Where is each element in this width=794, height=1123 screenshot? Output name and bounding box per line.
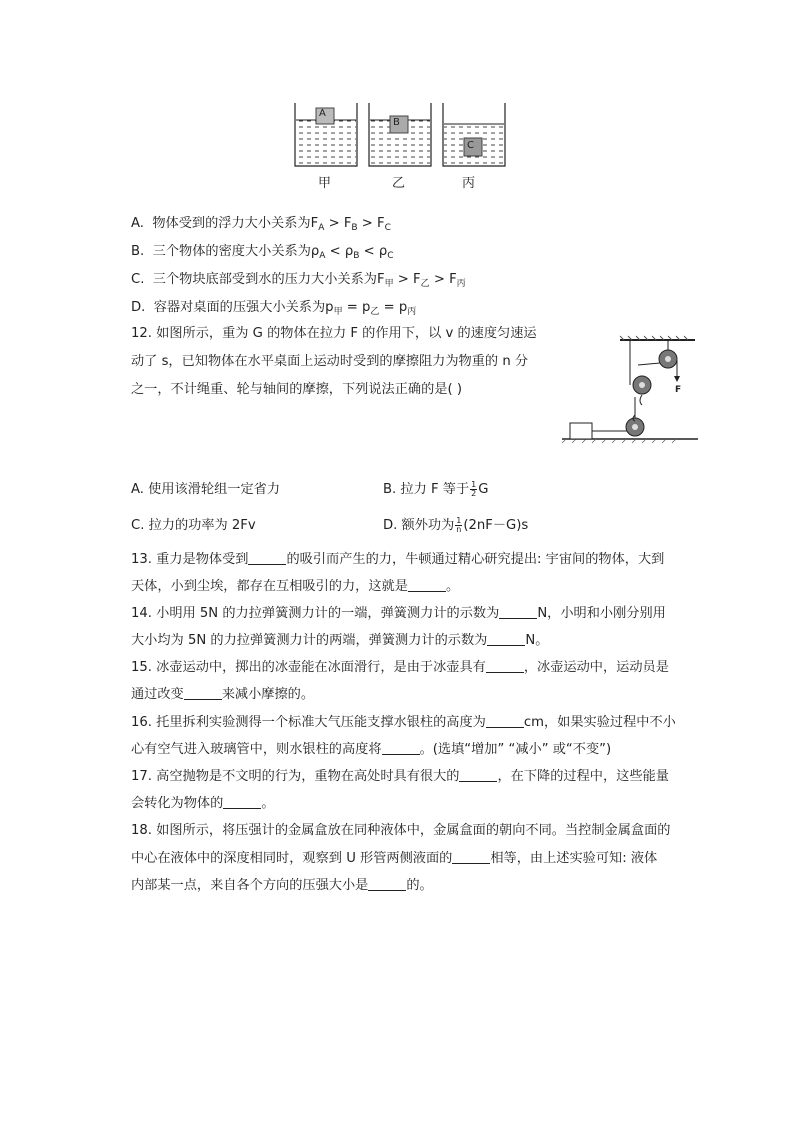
pulley-force-label: F [675, 385, 682, 395]
answer-blank [223, 794, 261, 809]
q12-line-2: 动了 s，已知物体在水平桌面上运动时受到的摩擦阻力为物重的 n 分 [131, 354, 529, 369]
answer-blank [452, 849, 490, 864]
fraction-one-over-n: $\frac{1}{n}$ [456, 515, 462, 534]
q16-line-2: 心有空气进入玻璃管中，则水银柱的高度将 。(选填“增加” “减小” 或“不变”) [131, 742, 612, 757]
block-a-label: A [319, 108, 326, 119]
caption-jia: 甲 [318, 176, 332, 191]
q11-option-d: D. 容器对桌面的压强大小关系为$p_甲 = p_乙 = p_丙$ [131, 300, 417, 317]
q14-line-1: 14. 小明用 5N 的力拉弹簧测力计的一端，弹簧测力计的示数为 N，小明和小刚分别用 [131, 606, 666, 621]
q12-option-c: C. 拉力的功率为 2Fv [131, 518, 256, 533]
answer-blank [184, 685, 222, 700]
beaker-bing [443, 103, 505, 166]
q13-line-2: 天体，小到尘埃，都存在互相吸引的力，这就是 。 [131, 579, 460, 594]
block-b-label: B [393, 117, 400, 128]
answer-blank [368, 876, 406, 891]
q12-line-1: 12. 如图所示，重为 G 的物体在拉力 F 的作用下，以 v 的速度匀速运 [131, 326, 537, 341]
answer-blank [499, 604, 537, 619]
q18-line-1: 18. 如图所示，将压强计的金属盒放在同种液体中，金属盒面的朝向不同。当控制金属盒面的 [131, 823, 671, 838]
q12-option-b: B. 拉力 F 等于 $\frac{1}{2}$ G [383, 479, 489, 498]
q16-line-1: 16. 托里拆利实验测得一个标准大气压能支撑水银柱的高度为 cm，如果实验过程中不小 [131, 715, 676, 730]
answer-blank [382, 740, 420, 755]
caption-yi: 乙 [392, 176, 406, 191]
q11-option-b: B. 三个物体的密度大小关系为$\rho_A < \rho_B < \rho_C$ [131, 244, 394, 261]
fraction-one-half: $\frac{1}{2}$ [471, 479, 477, 498]
q17-line-1: 17. 高空抛物是不文明的行为，重物在高处时具有很大的 ，在下降的过程中，这些能量 [131, 769, 669, 784]
answer-blank [459, 767, 497, 782]
answer-blank [487, 631, 525, 646]
beaker-yi [369, 103, 431, 166]
answer-blank [248, 550, 286, 565]
q12-line-3: 之一，不计绳重、轮与轴间的摩擦，下列说法正确的是( ) [131, 382, 462, 397]
q15-line-2: 通过改变 来减小摩擦的。 [131, 687, 315, 702]
q13-line-1: 13. 重力是物体受到 的吸引而产生的力，牛顿通过精心研究提出: 宇宙间的物体，大到 [131, 552, 665, 567]
answer-blank [486, 658, 524, 673]
block-c-label: C [467, 140, 474, 151]
caption-bing: 丙 [462, 176, 476, 191]
q12-option-a: A. 使用该滑轮组一定省力 [131, 482, 281, 497]
q18-line-3: 内部某一点，来自各个方向的压强大小是 的。 [131, 878, 433, 893]
answer-blank [408, 577, 446, 592]
q12-option-d: D. 额外功为 $\frac{1}{n}$ (2nF－G)s [383, 515, 529, 534]
q17-line-2: 会转化为物体的 。 [131, 796, 275, 811]
q11-option-c: C. 三个物块底部受到水的压力大小关系为$F_甲 > F_乙 > F_丙$ [131, 272, 466, 289]
answer-blank [486, 713, 524, 728]
q18-line-2: 中心在液体中的深度相同时，观察到 U 形管两侧液面的 相等，由上述实验可知: 液体 [131, 851, 658, 866]
q14-line-2: 大小均为 5N 的力拉弹簧测力计的两端，弹簧测力计的示数为 N。 [131, 633, 549, 648]
q15-line-1: 15. 冰壶运动中，掷出的冰壶能在冰面滑行，是由于冰壶具有 ，冰壶运动中，运动员是 [131, 660, 669, 675]
q11-option-a: A. 物体受到的浮力大小关系为$F_A > F_B > F_C$ [131, 216, 391, 233]
beaker-jia [295, 103, 357, 166]
